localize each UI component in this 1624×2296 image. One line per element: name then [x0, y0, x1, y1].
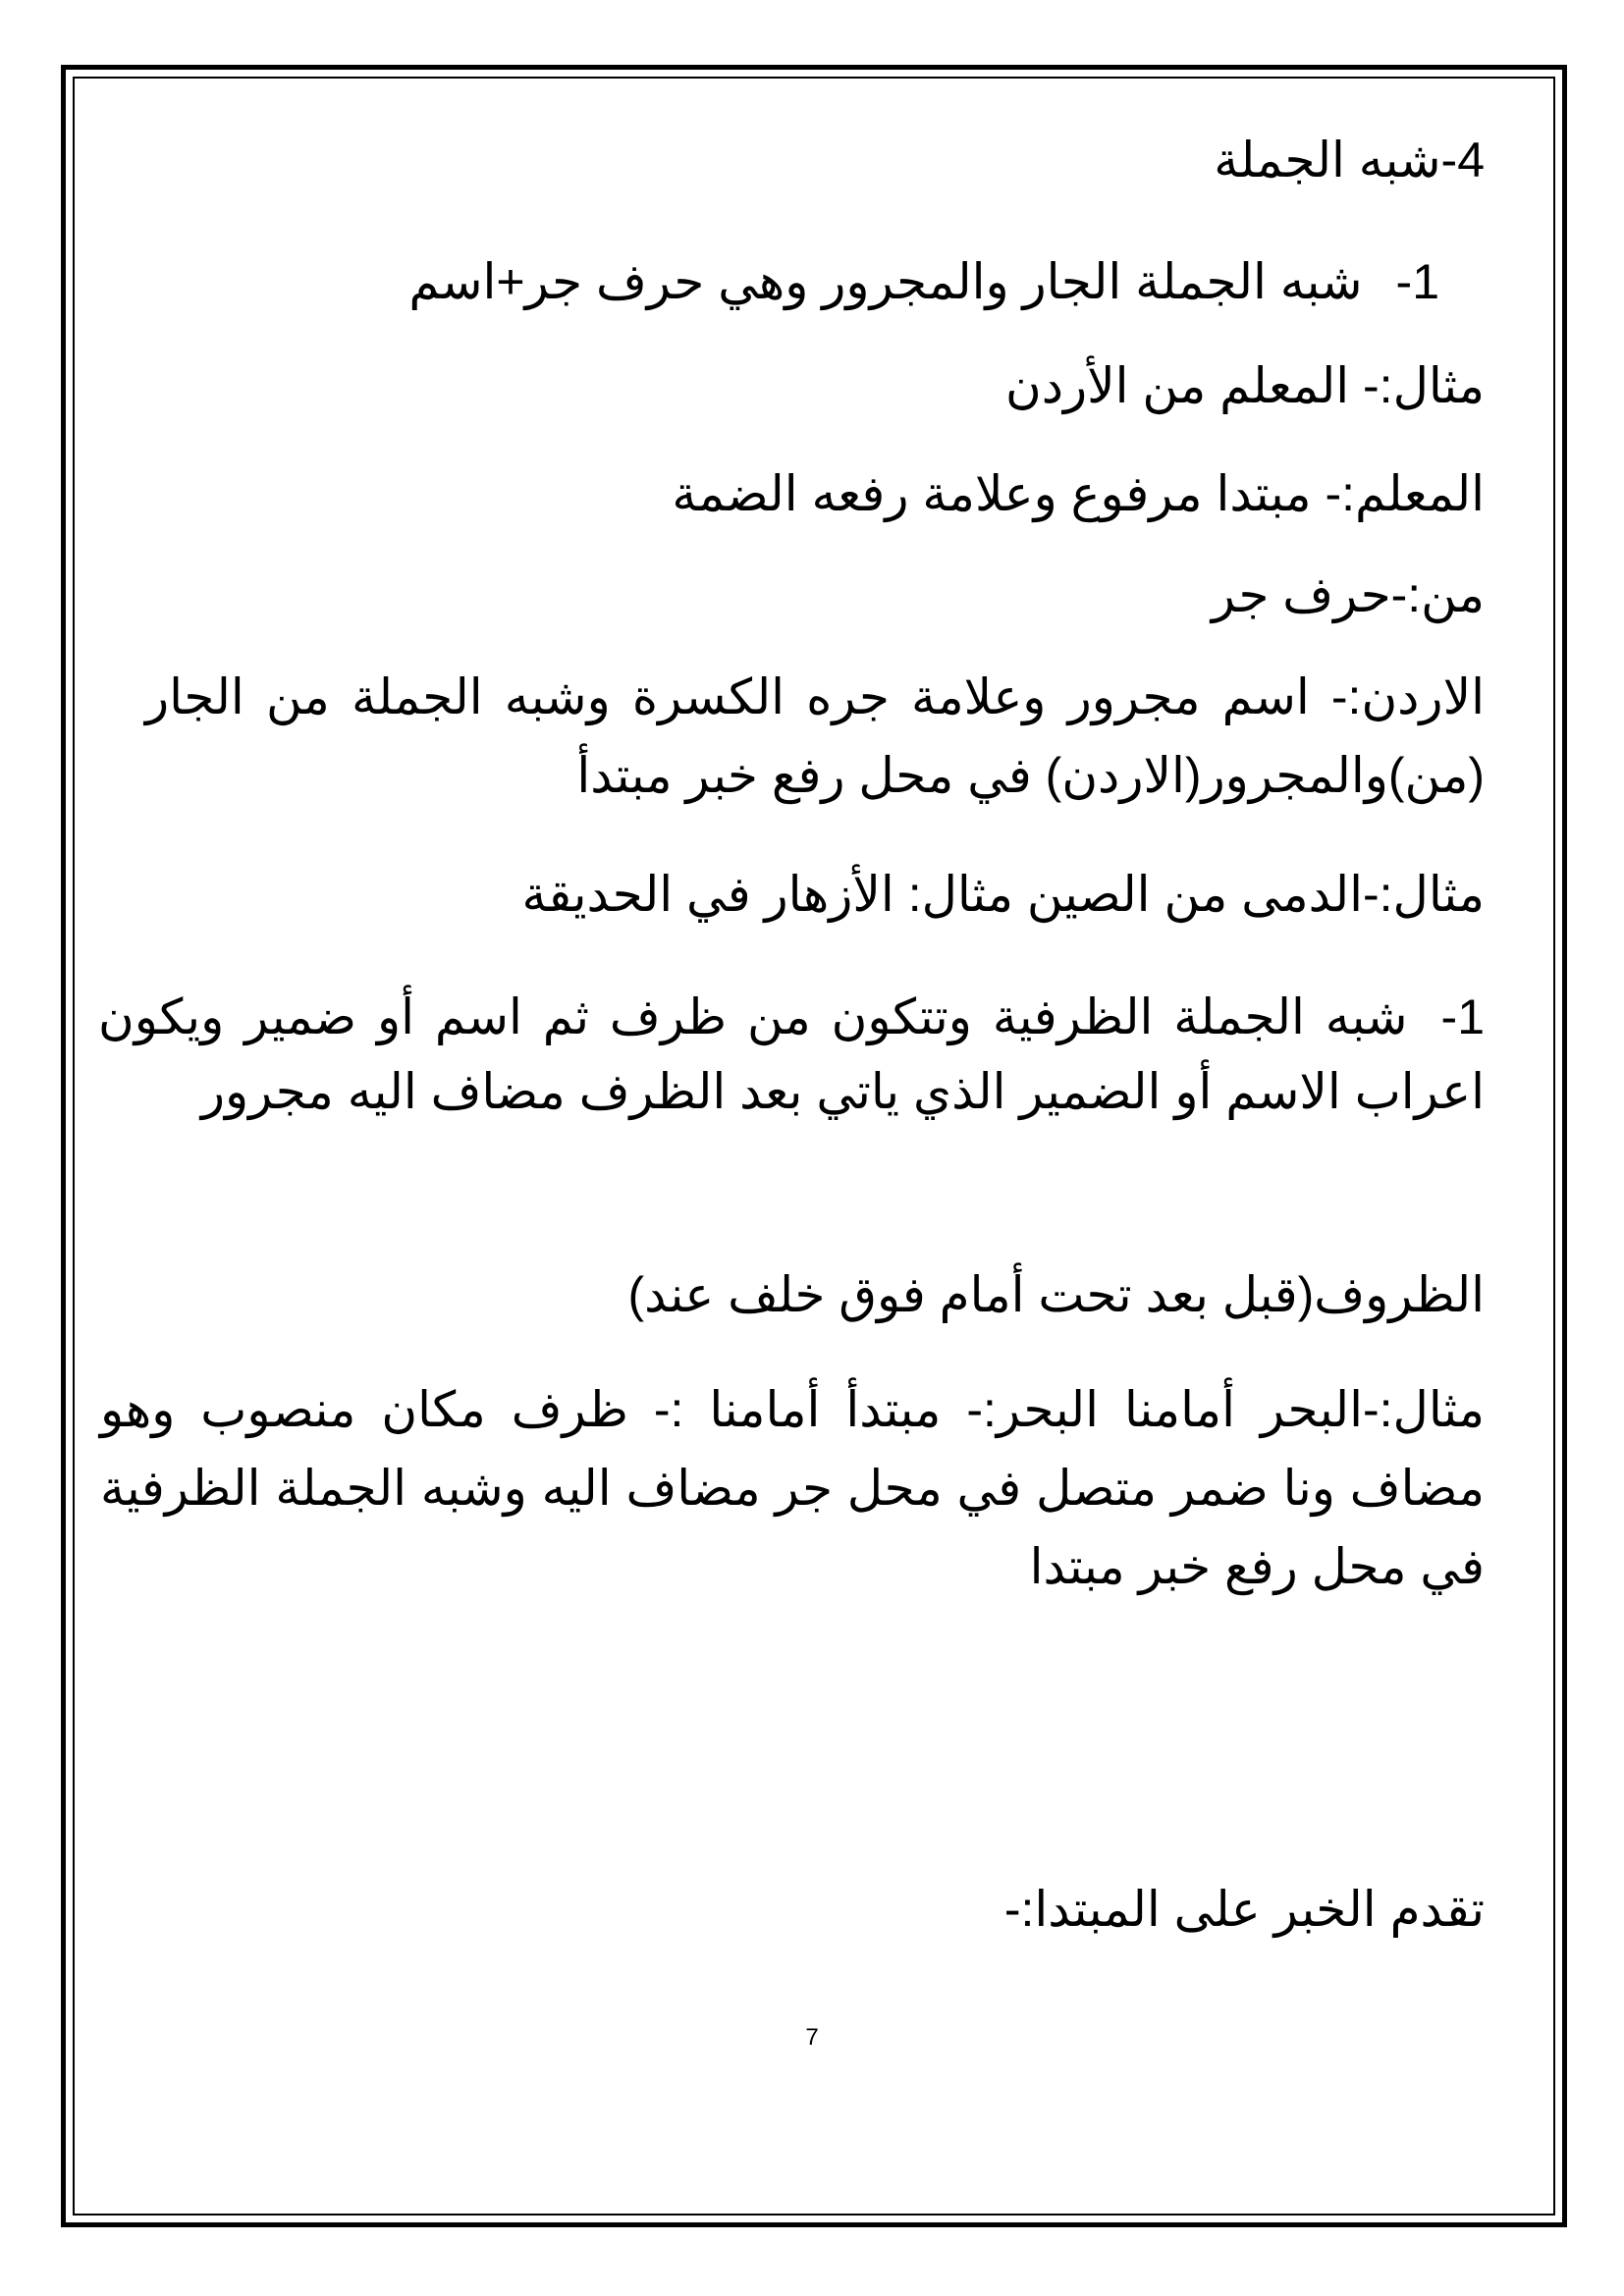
page-number: 7 [805, 2024, 819, 2051]
section-heading: 4-شبه الجملة [1214, 133, 1485, 187]
item-text: شبه الجملة الجار والمجرور وهي حرف جر+اسم [408, 254, 1363, 309]
parsing-line-preposition: من:-حرف جر [1211, 567, 1485, 622]
example-paragraph-adverbial: مثال:-البحر أمامنا البحر:- مبتدأ أمامنا :- ظرف مكان منصوب وهو مضاف ونا ضمر متصل في محل جر مضاف اليه وشبه الجملة الظرفية في محل رفع خبر مبتدا [100, 1382, 1485, 1594]
example-line: مثال:- المعلم من الأردن [1004, 358, 1485, 413]
examples-line: مثال:-الدمى من الصين مثال: الأزهار في الحديقة [521, 867, 1485, 922]
document-page [73, 77, 1555, 2216]
numbered-item-adverbial-phrase [98, 980, 1485, 1129]
adverbs-list-line: الظروف(قبل بعد تحت أمام فوق خلف عند) [627, 1267, 1485, 1322]
item-number: 1- [1395, 254, 1439, 309]
item-number: 1- [1440, 989, 1485, 1044]
parsing-line-subject: المعلم:- مبتدا مرفوع وعلامة رفعه الضمة [672, 466, 1485, 521]
item-text: شبه الجملة الظرفية وتتكون من ظرف ثم اسم أو ضمير ويكون اعراب الاسم أو الضمير الذي ياتي بعد الظرف مضاف اليه مجرور [98, 989, 1485, 1119]
next-topic-heading: تقدم الخبر على المبتدا:- [1003, 1882, 1485, 1937]
parsing-paragraph-noun: الاردن:- اسم مجرور وعلامة جره الكسرة وشبه الجملة من الجار (من)والمجرور(الاردن) في محل رفع خبر مبتدأ [145, 669, 1485, 803]
numbered-item-prepositional-phrase [408, 247, 1439, 316]
